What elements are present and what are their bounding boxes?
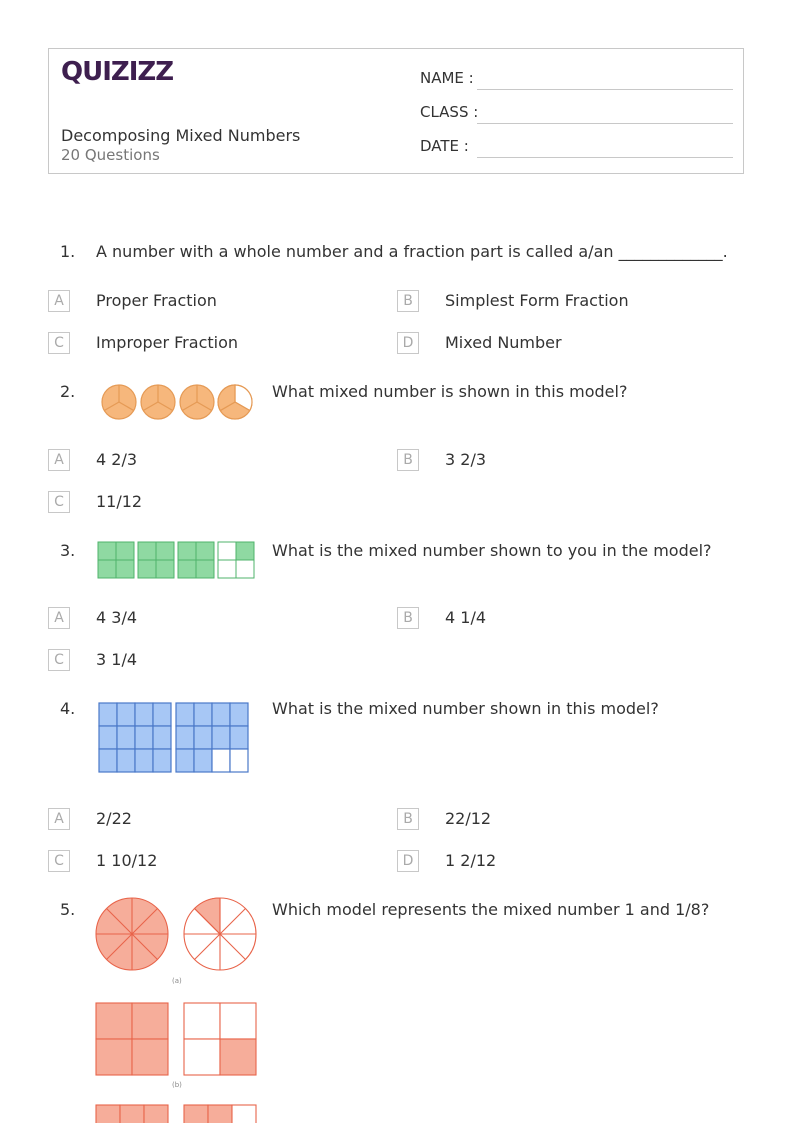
option-letter[interactable]: C xyxy=(48,850,70,872)
option-text[interactable]: 4 1/4 xyxy=(445,608,487,627)
circle-model-1 xyxy=(102,385,136,419)
question-text: What mixed number is shown in this model? xyxy=(272,382,628,401)
question-text: A number with a whole number and a fraction part is called a/an _____________. xyxy=(96,242,728,261)
circle-model-2 xyxy=(141,385,175,419)
full-square-model xyxy=(96,1003,168,1075)
option-letter[interactable]: B xyxy=(397,290,419,312)
option-letter[interactable]: A xyxy=(48,449,70,471)
option-text[interactable]: 1 2/12 xyxy=(445,851,497,870)
quarter-square-model xyxy=(184,1003,256,1075)
option-text[interactable]: 3 2/3 xyxy=(445,450,487,469)
question-text: What is the mixed number shown in this model? xyxy=(272,699,659,718)
option-letter[interactable]: C xyxy=(48,649,70,671)
question-number: 2. xyxy=(60,382,76,401)
figure-caption: (b) xyxy=(172,1081,182,1089)
partial-bar-model-2 xyxy=(184,1105,256,1123)
question-number: 5. xyxy=(60,900,76,919)
option-letter[interactable]: B xyxy=(397,808,419,830)
option-text[interactable]: 1 10/12 xyxy=(96,851,158,870)
fraction-circles-figure xyxy=(98,382,258,422)
option-text[interactable]: 3 1/4 xyxy=(96,650,138,669)
square-model-3 xyxy=(178,542,214,578)
class-label: CLASS : xyxy=(420,103,479,121)
option-text[interactable]: 2/22 xyxy=(96,809,132,828)
name-label: NAME : xyxy=(420,69,474,87)
question-number: 4. xyxy=(60,699,76,718)
circle-model-3 xyxy=(180,385,214,419)
name-line xyxy=(477,89,733,90)
date-label: DATE : xyxy=(420,137,469,155)
question-text: What is the mixed number shown to you in the model? xyxy=(272,541,712,560)
full-pie-model xyxy=(96,898,168,970)
worksheet-header xyxy=(48,48,744,174)
class-line xyxy=(477,123,733,124)
option-letter[interactable]: C xyxy=(48,491,70,513)
question-number: 1. xyxy=(60,242,76,261)
option-letter[interactable]: A xyxy=(48,607,70,629)
option-text[interactable]: 4 3/4 xyxy=(96,608,138,627)
option-letter[interactable]: D xyxy=(397,850,419,872)
pie-models-figure xyxy=(94,896,260,974)
eighth-pie-model xyxy=(184,898,256,970)
question-number: 3. xyxy=(60,541,76,560)
circle-model-4 xyxy=(218,385,252,419)
bar-models-figure xyxy=(95,1104,259,1123)
question-text: Which model represents the mixed number 1 and 1/8? xyxy=(272,900,710,919)
option-letter[interactable]: A xyxy=(48,808,70,830)
option-letter[interactable]: C xyxy=(48,332,70,354)
option-letter[interactable]: B xyxy=(397,607,419,629)
question-count: 20 Questions xyxy=(61,146,160,164)
square-model-1 xyxy=(98,542,134,578)
option-text[interactable]: Simplest Form Fraction xyxy=(445,291,629,310)
quizizz-logo: QUIZIZZ xyxy=(61,57,174,87)
worksheet-title: Decomposing Mixed Numbers xyxy=(61,126,301,145)
partial-bar-model-1 xyxy=(96,1105,168,1123)
blue-grid-figure xyxy=(98,702,250,778)
green-squares-figure xyxy=(97,541,257,581)
option-letter[interactable]: A xyxy=(48,290,70,312)
option-text[interactable]: Proper Fraction xyxy=(96,291,217,310)
square-models-figure xyxy=(95,1002,259,1076)
date-line xyxy=(477,157,733,158)
grid-model-2 xyxy=(176,703,248,772)
option-letter[interactable]: D xyxy=(397,332,419,354)
square-model-4 xyxy=(218,542,254,578)
option-text[interactable]: Mixed Number xyxy=(445,333,562,352)
square-model-2 xyxy=(138,542,174,578)
option-text[interactable]: 4 2/3 xyxy=(96,450,138,469)
option-text[interactable]: Improper Fraction xyxy=(96,333,239,352)
option-letter[interactable]: B xyxy=(397,449,419,471)
figure-caption: (a) xyxy=(172,977,182,985)
option-text[interactable]: 11/12 xyxy=(96,492,143,511)
grid-model-1 xyxy=(99,703,171,772)
option-text[interactable]: 22/12 xyxy=(445,809,492,828)
